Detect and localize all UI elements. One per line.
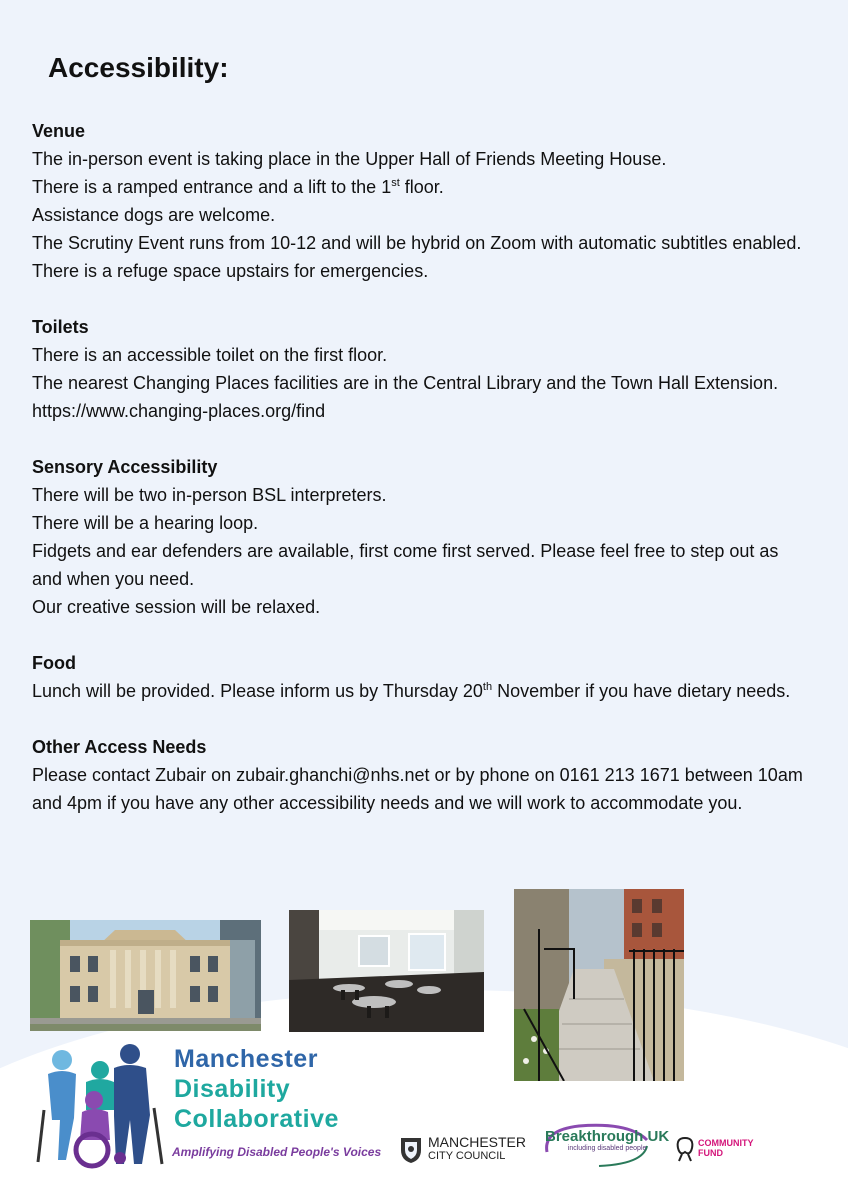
venue-line-2 <box>32 173 812 201</box>
upper-hall-photo <box>289 910 484 1032</box>
mdc-name-line-1: Manchester <box>174 1045 318 1073</box>
council-crest-icon <box>398 1134 424 1164</box>
section-food <box>32 649 812 705</box>
section-venue <box>32 117 812 285</box>
section-sensory <box>32 453 812 621</box>
lottery-hands-icon <box>674 1134 696 1162</box>
venue-line-4: The Scrutiny Event runs from 10-12 and will be hybrid on Zoom with automatic subtitles enabled. <box>32 233 802 253</box>
venue-line-3: Assistance dogs are welcome. <box>32 205 276 225</box>
mdc-logo-illustration <box>30 1040 170 1170</box>
food-line-1-end: November if you have dietary needs. <box>492 681 791 701</box>
other-heading: Other Access Needs <box>32 737 207 757</box>
sensory-line-2: There will be a hearing loop. <box>32 513 259 533</box>
venue-line-2-end: floor. <box>399 177 444 197</box>
manchester-city-council-logo <box>398 1134 526 1164</box>
document-body <box>32 117 812 845</box>
food-line-1-sup: th <box>482 681 493 693</box>
toilets-heading: Toilets <box>32 317 89 337</box>
ramp-entrance-photo <box>514 889 684 1081</box>
sensory-heading: Sensory Accessibility <box>32 457 218 477</box>
page-title: Accessibility: <box>48 52 229 83</box>
venue-line-2-sup: st <box>391 177 400 189</box>
mdc-logo-name <box>174 1044 339 1134</box>
venue-line-1: The in-person event is taking place in the Upper Hall of Friends Meeting House. <box>32 149 667 169</box>
community-fund-logo <box>674 1134 754 1162</box>
sensory-line-1: There will be two in-person BSL interpreters. <box>32 485 387 505</box>
breakthrough-subtitle: including disabled people <box>567 1145 647 1152</box>
breakthrough-uk-logo <box>545 1128 669 1152</box>
mdc-tagline: Amplifying Disabled People's Voices <box>172 1145 382 1159</box>
council-line-2: CITY COUNCIL <box>428 1150 506 1162</box>
venue-heading: Venue <box>32 121 86 141</box>
toilets-line-2: The nearest Changing Places facilities are in the Central Library and the Town Hall Extension. https://www.changing-places.org/find <box>32 373 779 421</box>
food-line-1 <box>32 677 812 705</box>
other-line-1: Please contact Zubair on zubair.ghanchi@nhs.net or by phone on 0161 213 1671 between 10am and 4pm if you have any other accessibility needs and we will work to accommodate you. <box>32 765 803 813</box>
section-other <box>32 733 812 817</box>
fund-line-1: COMMUNITY <box>698 1138 754 1148</box>
mdc-name-line-2: Disability <box>174 1075 291 1103</box>
fund-line-2: FUND <box>698 1148 723 1158</box>
toilets-line-1: There is an accessible toilet on the first floor. <box>32 345 388 365</box>
council-line-1: MANCHESTER <box>428 1134 527 1150</box>
food-line-1-text: Lunch will be provided. Please inform us by Thursday 20 <box>32 681 483 701</box>
breakthrough-name: Breakthrough UK <box>545 1128 670 1145</box>
section-toilets <box>32 313 812 425</box>
sensory-line-4: Our creative session will be relaxed. <box>32 597 321 617</box>
mdc-name-line-3: Collaborative <box>174 1105 339 1133</box>
venue-line-5: There is a refuge space upstairs for emergencies. <box>32 261 429 281</box>
venue-building-photo <box>30 920 261 1031</box>
sensory-line-3: Fidgets and ear defenders are available, first come first served. Please feel free to step out as and when you need. <box>32 541 779 589</box>
food-heading: Food <box>32 653 76 673</box>
venue-line-2-text: There is a ramped entrance and a lift to the 1 <box>32 177 392 197</box>
